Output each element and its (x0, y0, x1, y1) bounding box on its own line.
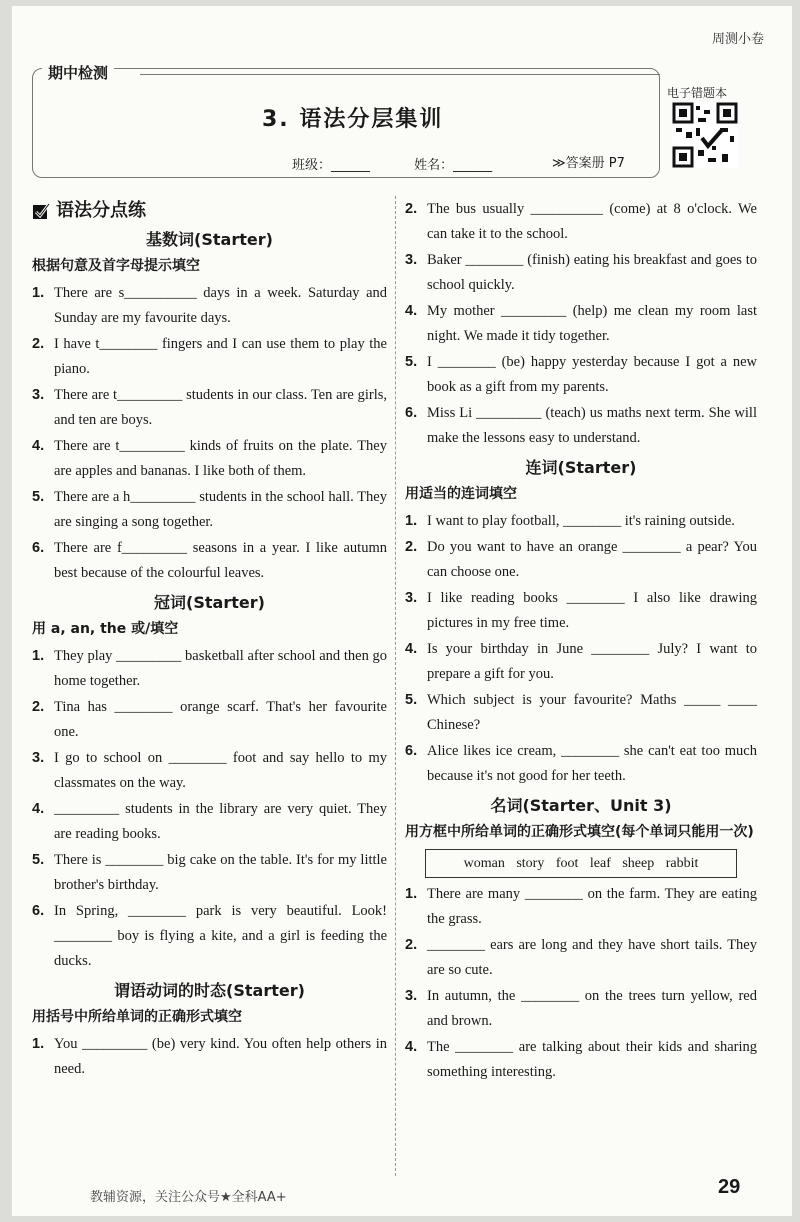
name-label: 姓名：______ (414, 158, 493, 173)
section-heading: 语法分点练 (32, 198, 387, 223)
question-item (405, 535, 757, 585)
question-item (32, 899, 387, 974)
question-list (405, 882, 757, 1085)
student-info (292, 154, 532, 173)
question-number: 3. (405, 590, 418, 606)
question-item (405, 299, 757, 349)
worksheet-page (12, 6, 792, 1216)
question-text: They play _________ basketball after school and then go home together. (54, 648, 387, 689)
question-number: 1. (405, 513, 418, 529)
question-text: My mother _________ (help) me clean my room last night. We made it tidy together. (427, 303, 757, 344)
question-item (32, 797, 387, 847)
question-item (32, 485, 387, 535)
question-number: 1. (32, 1036, 45, 1052)
answer-ref: ≫答案册 P7 (552, 156, 625, 171)
question-item (32, 383, 387, 433)
question-item (405, 248, 757, 298)
question-item (405, 401, 757, 451)
question-list (405, 509, 757, 789)
section-tag: 期中检测 (42, 62, 114, 83)
question-number: 1. (32, 648, 45, 664)
question-list (32, 1032, 387, 1082)
question-text: _________ students in the library are very quiet. They are reading books. (54, 801, 387, 842)
question-item (32, 434, 387, 484)
question-number: 4. (405, 641, 418, 657)
question-number: 2. (405, 937, 418, 953)
question-number: 2. (405, 201, 418, 217)
question-number: 4. (32, 438, 45, 454)
instruction-articles: 用 a, an, the 或/填空 (32, 621, 179, 637)
question-text: You _________ (be) very kind. You often help others in need. (54, 1036, 387, 1077)
column-divider (395, 196, 396, 1176)
subtitle-cardinal: 基数词(Starter) (146, 230, 273, 249)
question-item (405, 688, 757, 738)
question-text: I like reading books ________ I also like drawing pictures in my free time. (427, 590, 757, 631)
question-item (32, 536, 387, 586)
question-text: There are s__________ days in a week. Saturday and Sunday are my favourite days. (54, 285, 387, 326)
question-text: In autumn, the ________ on the trees turn yellow, red and brown. (427, 988, 757, 1029)
question-text: ________ ears are long and they have short tails. They are so cute. (427, 937, 757, 978)
left-column (32, 196, 387, 1083)
question-number: 1. (32, 285, 45, 301)
question-item (32, 281, 387, 331)
instruction-nouns: 用方框中所给单词的正确形式填空(每个单词只能用一次) (405, 824, 754, 840)
subtitle-tense: 谓语动词的时态(Starter) (114, 981, 305, 1000)
class-label: 班级：______ (292, 158, 371, 173)
question-list (405, 197, 757, 451)
question-item (32, 848, 387, 898)
question-number: 6. (405, 743, 418, 759)
question-number: 2. (405, 539, 418, 555)
page-number: 29 (718, 1176, 741, 1198)
question-number: 2. (32, 699, 45, 715)
question-item (405, 586, 757, 636)
question-text: There are f_________ seasons in a year. I like autumn best because of the colourful leaves. (54, 540, 387, 581)
question-item (405, 509, 757, 534)
subtitle-articles: 冠词(Starter) (154, 593, 265, 612)
question-item (405, 984, 757, 1034)
question-item (32, 695, 387, 745)
subtitle-nouns: 名词(Starter、Unit 3) (490, 796, 672, 815)
question-text: Alice likes ice cream, ________ she can't eat too much because it's not good for her teeth. (427, 743, 757, 784)
question-number: 6. (405, 405, 418, 421)
checkbox-icon (32, 202, 50, 220)
question-number: 1. (405, 886, 418, 902)
question-text: There is ________ big cake on the table. It's for my little brother's birthday. (54, 852, 387, 893)
question-text: I have t________ fingers and I can use them to play the piano. (54, 336, 387, 377)
question-number: 3. (405, 252, 418, 268)
question-list (32, 644, 387, 974)
question-item (32, 332, 387, 382)
instruction-conj: 用适当的连词填空 (405, 486, 517, 502)
question-text: Is your birthday in June ________ July? I want to prepare a gift for you. (427, 641, 757, 682)
question-number: 5. (405, 692, 418, 708)
question-item (32, 1032, 387, 1082)
question-text: There are a h_________ students in the school hall. They are singing a song together. (54, 489, 387, 530)
question-number: 5. (405, 354, 418, 370)
instruction-tense: 用括号中所给单词的正确形式填空 (32, 1009, 242, 1025)
question-text: The ________ are talking about their kids and sharing something interesting. (427, 1039, 757, 1080)
header-rule (140, 74, 660, 75)
question-number: 3. (32, 750, 45, 766)
question-text: The bus usually __________ (come) at 8 o'clock. We can take it to the school. (427, 201, 757, 242)
question-item (32, 746, 387, 796)
question-text: In Spring, ________ park is very beautiful. Look! ________ boy is flying a kite, and a girl is feeding the ducks. (54, 903, 387, 969)
question-number: 5. (32, 852, 45, 868)
question-number: 4. (405, 1039, 418, 1055)
question-text: There are t_________ kinds of fruits on the plate. They are apples and bananas. I like both of them. (54, 438, 387, 479)
question-item (405, 1035, 757, 1085)
question-list (32, 281, 387, 586)
question-number: 4. (405, 303, 418, 319)
question-text: There are many ________ on the farm. They are eating the grass. (427, 886, 757, 927)
question-text: Baker ________ (finish) eating his breakfast and goes to school quickly. (427, 252, 757, 293)
question-number: 6. (32, 540, 45, 556)
question-text: I go to school on ________ foot and say hello to my classmates on the way. (54, 750, 387, 791)
question-text: Do you want to have an orange ________ a pear? You can choose one. (427, 539, 757, 580)
word-box: woman story foot leaf sheep rabbit (425, 849, 737, 878)
question-number: 6. (32, 903, 45, 919)
question-number: 5. (32, 489, 45, 505)
footer-text: 教辅资源，关注公众号★全科AA+ (90, 1190, 287, 1205)
question-text: I ________ (be) happy yesterday because I got a new book as a gift from my parents. (427, 354, 757, 395)
subtitle-conj: 连词(Starter) (525, 458, 637, 477)
question-item (405, 882, 757, 932)
question-text: Which subject is your favourite? Maths _____ ____ Chinese? (427, 692, 757, 733)
question-number: 2. (32, 336, 45, 352)
page-title: 3. 语法分层集训 (262, 107, 444, 132)
question-text: Miss Li _________ (teach) us maths next term. She will make the lessons easy to understand. (427, 405, 757, 446)
qr-code-icon[interactable] (672, 102, 738, 168)
question-text: There are t_________ students in our class. Ten are girls, and ten are boys. (54, 387, 387, 428)
top-tag: 周测小卷 (711, 32, 764, 47)
question-text: I want to play football, ________ it's raining outside. (427, 513, 735, 529)
question-item (405, 637, 757, 687)
qr-label: 电子错题本 (667, 86, 728, 100)
question-item (405, 350, 757, 400)
question-item (405, 933, 757, 983)
question-number: 3. (32, 387, 45, 403)
question-item (405, 739, 757, 789)
question-number: 4. (32, 801, 45, 817)
question-item (405, 197, 757, 247)
question-item (32, 644, 387, 694)
question-number: 3. (405, 988, 418, 1004)
right-column (405, 196, 757, 1086)
question-text: Tina has ________ orange scarf. That's her favourite one. (54, 699, 387, 740)
instruction-cardinal: 根据句意及首字母提示填空 (32, 258, 200, 274)
